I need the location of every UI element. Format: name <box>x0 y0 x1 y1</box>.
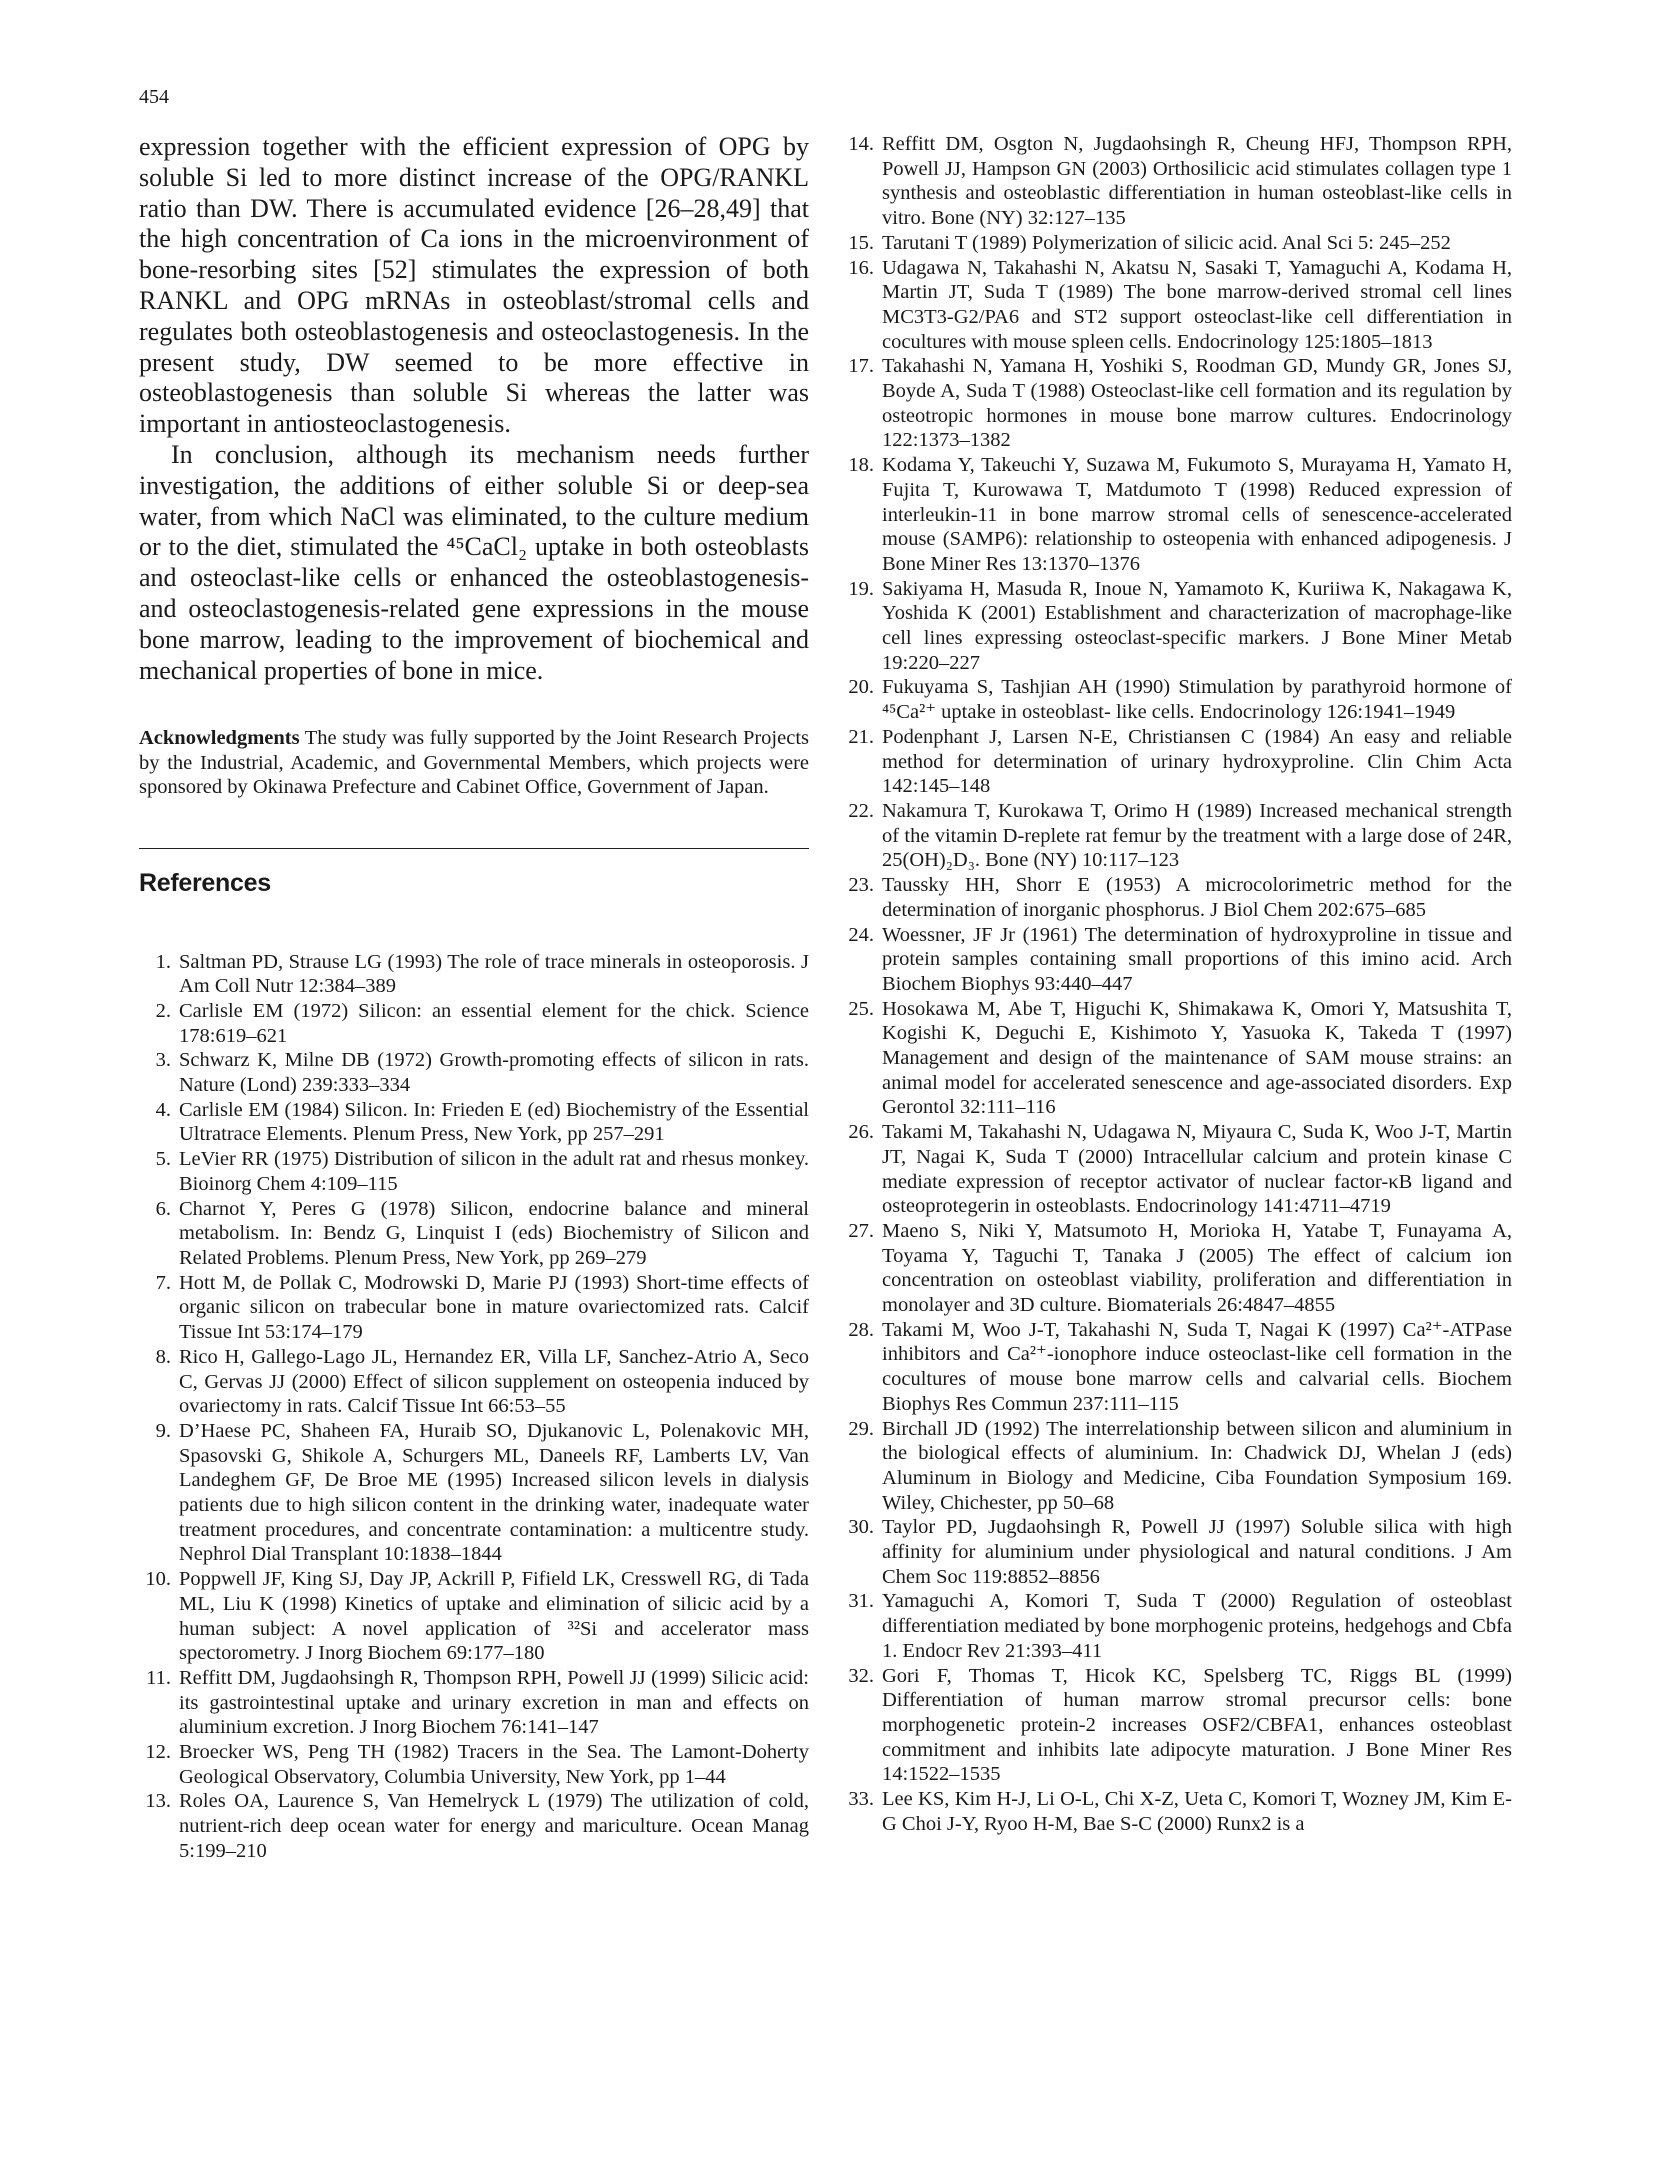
reference-number: 5. <box>155 1148 171 1171</box>
reference-text: Tarutani T (1989) Polymerization of silicic acid. Anal Sci 5: 245–252 <box>882 231 1451 254</box>
reference-item <box>139 1197 809 1271</box>
reference-text: Hott M, de Pollak C, Modrowski D, Marie PJ (1993) Short-time effects of organic silicon on trabecular bone in mature ovariectomized rats. Calcif Tissue Int 53:174–179 <box>179 1271 809 1344</box>
reference-text: Charnot Y, Peres G (1978) Silicon, endocrine balance and mineral metabolism. In: Bendz G, Linquist I (eds) Biochemistry of Silicon and Related Problems. Plenum Press, New York, pp 269–279 <box>179 1197 809 1269</box>
reference-number: 9. <box>155 1419 171 1442</box>
reference-number: 13. <box>145 1790 171 1813</box>
reference-number: 18. <box>848 454 874 477</box>
acknowledgments-heading: Acknowledgments <box>139 727 300 750</box>
reference-number: 11. <box>146 1666 171 1689</box>
reference-number: 20. <box>848 676 874 699</box>
reference-number: 10. <box>145 1568 171 1591</box>
reference-text: Taylor PD, Jugdaohsingh R, Powell JJ (1997) Soluble silica with high affinity for aluminium under physiological and natural conditions. J Am Chem Soc 119:8852–8856 <box>882 1516 1512 1588</box>
reference-number: 6. <box>155 1197 171 1220</box>
reference-text: Kodama Y, Takeuchi Y, Suzawa M, Fukumoto S, Murayama H, Yamato H, Fujita T, Kurowawa T, Matdumoto T (1998) Reduced expression of interleukin-11 in bone marrow stromal cells of senescence-accelerated mouse (SAMP6): relationship to osteopenia with enhanced adipogenesis. J Bone Miner Res 13:1370–1376 <box>882 454 1512 575</box>
reference-number: 3. <box>155 1049 171 1072</box>
reference-number: 30. <box>848 1516 874 1539</box>
reference-number: 19. <box>848 577 874 600</box>
reference-text: Rico H, Gallego-Lago JL, Hernandez ER, Villa LF, Sanchez-Atrio A, Seco C, Gervas JJ (2000) Effect of silicon supplement on osteopenia induced by ovariectomy in rats. Calcif Tissue Int 66:53–55 <box>179 1345 809 1418</box>
reference-text: Takami M, Woo J-T, Takahashi N, Suda T, Nagai K (1997) Ca²⁺-ATPase inhibitors and Ca²⁺-ionophore induce osteoclast-like cell formation in the cocultures of mouse bone marrow cells and calvarial cells. Biochem Biophys Res Commun 237:111–115 <box>882 1318 1512 1415</box>
reference-item <box>842 923 1512 997</box>
reference-item <box>842 231 1512 256</box>
reference-item <box>842 725 1512 799</box>
reference-item <box>842 1664 1512 1788</box>
reference-text: Maeno S, Niki Y, Matsumoto H, Morioka H, Yatabe T, Funayama A, Toyama Y, Taguchi T, Tanaka J (2005) The effect of calcium ion concentration on osteoblast viability, proliferation and differentiation in monolayer and 3D culture. Biomaterials 26:4847–4855 <box>882 1219 1512 1317</box>
body-text <box>139 132 809 686</box>
reference-item <box>842 1318 1512 1417</box>
reference-text: Podenphant J, Larsen N-E, Christiansen C (1984) An easy and reliable method for determination of urinary hydroxyproline. Clin Chim Acta 142:145–148 <box>882 725 1512 798</box>
reference-item <box>842 256 1512 355</box>
reference-text: Carlisle EM (1972) Silicon: an essential element for the chick. Science 178:619–621 <box>179 999 809 1047</box>
reference-number: 1. <box>155 950 171 973</box>
reference-number: 7. <box>155 1271 171 1294</box>
reference-text: LeVier RR (1975) Distribution of silicon in the adult rat and rhesus monkey. Bioinorg Chem 4:109–115 <box>179 1148 809 1195</box>
reference-text: Broecker WS, Peng TH (1982) Tracers in the Sea. The Lamont-Doherty Geological Observatory, Columbia University, New York, pp 1–44 <box>179 1741 809 1788</box>
left-column <box>139 132 809 1864</box>
reference-item <box>139 1666 809 1740</box>
reference-item <box>139 1419 809 1567</box>
acknowledgments <box>139 726 809 799</box>
reference-text: D’Haese PC, Shaheen FA, Huraib SO, Djukanovic L, Polenakovic MH, Spasovski G, Shikole A, Schurgers ML, Daneels RF, Lamberts LV, Van Landeghem GF, De Broe ME (1995) Increased silicon levels in dialysis patients due to high silicon content in the drinking water, inadequate water treatment procedures, and concentrate contamination: a multicentre study. Nephrol Dial Transplant 10:1838–1844 <box>179 1419 809 1566</box>
acknowledgments-text: The study was fully supported by the Joint Research Projects by the Industrial, Academic, and Governmental Members, which projects were sponsored by Okinawa Prefecture and Cabinet Office, Government of Japan. <box>139 727 809 799</box>
reference-text: Nakamura T, Kurokawa T, Orimo H (1989) Increased mechanical strength of the vitamin D-replete rat femur by the treatment with a large dose of 24R, 25(OH)₂D₃. Bone (NY) 10:117–123 <box>882 799 1512 872</box>
reference-text: Saltman PD, Strause LG (1993) The role of trace minerals in osteoporosis. J Am Coll Nutr 12:384–389 <box>179 950 809 998</box>
reference-number: 22. <box>848 799 874 822</box>
reference-number: 29. <box>848 1417 874 1440</box>
reference-text: Hosokawa M, Abe T, Higuchi K, Shimakawa K, Omori Y, Matsushita T, Kogishi K, Deguchi E, Kishimoto Y, Yasuoka K, Takeda T (1997) Management and design of the maintenance of SAM mouse strains: an animal model for accelerated senescence and age-associated disorders. Exp Gerontol 32:111–116 <box>882 997 1512 1119</box>
reference-item <box>842 675 1512 724</box>
reference-item <box>139 1740 809 1789</box>
reference-list-left <box>139 950 809 1864</box>
reference-item <box>842 1515 1512 1589</box>
reference-number: 23. <box>848 874 874 897</box>
reference-text: Takahashi N, Yamana H, Yoshiki S, Roodman GD, Mundy GR, Jones SJ, Boyde A, Suda T (1988) Osteoclast-like cell formation and its regulation by osteotropic hormones in mouse bone marrow cultures. Endocrinology 122:1373–1382 <box>882 355 1512 452</box>
reference-text: Taussky HH, Shorr E (1953) A microcolorimetric method for the determination of inorganic phosphorus. J Biol Chem 202:675–685 <box>882 874 1512 921</box>
reference-item <box>139 1048 809 1097</box>
reference-text: Yamaguchi A, Komori T, Suda T (2000) Regulation of osteoblast differentiation mediated by bone morphogenic proteins, hedgehogs and Cbfa 1. Endocr Rev 21:393–411 <box>882 1590 1512 1662</box>
reference-item <box>842 1219 1512 1318</box>
reference-item <box>842 132 1512 231</box>
reference-item <box>139 1789 809 1863</box>
reference-item <box>139 1345 809 1419</box>
reference-number: 32. <box>848 1664 874 1687</box>
reference-item <box>139 1567 809 1666</box>
reference-text: Roles OA, Laurence S, Van Hemelryck L (1979) The utilization of cold, nutrient-rich deep ocean water for energy and mariculture. Ocean Manag 5:199–210 <box>179 1790 809 1862</box>
reference-number: 15. <box>848 231 874 254</box>
reference-number: 27. <box>848 1219 874 1242</box>
reference-item <box>842 453 1512 577</box>
reference-number: 17. <box>848 355 874 378</box>
reference-item <box>842 1417 1512 1516</box>
reference-item <box>842 1589 1512 1663</box>
reference-text: Reffitt DM, Osgton N, Jugdaohsingh R, Cheung HFJ, Thompson RPH, Powell JJ, Hampson GN (2003) Orthosilicic acid stimulates collagen type 1 synthesis and osteoblastic differentiation in human osteoblast-like cells in vitro. Bone (NY) 32:127–135 <box>882 133 1512 230</box>
reference-number: 12. <box>145 1741 171 1764</box>
reference-number: 2. <box>155 999 171 1022</box>
reference-number: 14. <box>848 133 874 155</box>
reference-item <box>842 997 1512 1121</box>
reference-number: 16. <box>848 256 874 279</box>
reference-item <box>139 950 809 999</box>
reference-number: 33. <box>848 1788 874 1811</box>
reference-text: Carlisle EM (1984) Silicon. In: Frieden E (ed) Biochemistry of the Essential Ultratrace Elements. Plenum Press, New York, pp 257–291 <box>179 1098 809 1146</box>
reference-item <box>842 1120 1512 1219</box>
references-heading: References <box>139 868 271 897</box>
reference-text: Sakiyama H, Masuda R, Inoue N, Yamamoto K, Kuriiwa K, Nakagawa K, Yoshida K (2001) Establishment and characterization of macrophage-like cell lines expressing osteoclast-specific markers. J Bone Miner Metab 19:220–227 <box>882 577 1512 674</box>
reference-item <box>842 577 1512 676</box>
reference-item <box>139 1271 809 1345</box>
reference-text: Fukuyama S, Tashjian AH (1990) Stimulation by parathyroid hormone of ⁴⁵Ca²⁺ uptake in osteoblast- like cells. Endocrinology 126:1941–1949 <box>882 676 1512 724</box>
reference-number: 8. <box>155 1345 171 1368</box>
reference-number: 4. <box>155 1098 171 1121</box>
reference-item <box>842 799 1512 873</box>
right-column <box>842 132 1512 1837</box>
reference-number: 26. <box>848 1121 874 1144</box>
body-paragraph-1: expression together with the efficient expression of OPG by soluble Si led to more distinct increase of the OPG/RANKL ratio than DW. There is accumulated evidence [26–28,49] that the high concentration of Ca ions in the microenvironment of bone-resorbing sites [52] stimulates the expression of both RANKL and OPG mRNAs in osteoblast/stromal cells and regulates both osteoblastogenesis and osteoclastogenesis. In the present study, DW seemed to be more effective in osteoblastogenesis than soluble Si whereas the latter was important in antiosteoclastogenesis. <box>139 132 809 439</box>
reference-text: Takami M, Takahashi N, Udagawa N, Miyaura C, Suda K, Woo J-T, Martin JT, Nagai K, Suda T (2000) Intracellular calcium and protein kinase C mediate expression of receptor activator of nuclear factor-κB ligand and osteoprotegerin in osteoblasts. Endocrinology 141:4711–4719 <box>882 1121 1512 1218</box>
reference-number: 28. <box>848 1318 874 1341</box>
reference-text: Gori F, Thomas T, Hicok KC, Spelsberg TC, Riggs BL (1999) Differentiation of human marrow stromal precursor cells: bone morphogenetic protein-2 increases OSF2/CBFA1, enhances osteoblast commitment and inhibits late adipocyte maturation. J Bone Miner Res 14:1522–1535 <box>882 1664 1512 1786</box>
reference-number: 25. <box>848 997 874 1020</box>
reference-item <box>842 1787 1512 1836</box>
reference-text: Birchall JD (1992) The interrelationship between silicon and aluminium in the biological effects of aluminium. In: Chadwick DJ, Whelan J (eds) Aluminum in Biology and Medicine, Ciba Foundation Symposium 169. Wiley, Chichester, pp 50–68 <box>882 1417 1512 1514</box>
reference-list-right <box>842 132 1512 1837</box>
body-paragraph-2: In conclusion, although its mechanism needs further investigation, the additions of either soluble Si or deep-sea water, from which NaCl was eliminated, to the culture medium or to the diet, stimulated the ⁴⁵CaCl₂ uptake in both osteoblasts and osteoclast-like cells or enhanced the osteoblastogenesis- and osteoclastogenesis-related gene expressions in the mouse bone marrow, leading to the improvement of biochemical and mechanical properties of bone in mice. <box>139 439 809 685</box>
reference-text: Poppwell JF, King SJ, Day JP, Ackrill P, Fifield LK, Cresswell RG, di Tada ML, Liu K (1998) Kinetics of uptake and elimination of silicic acid by a human subject: A novel application of ³²Si and accelerator mass spectorometry. J Inorg Biochem 69:177–180 <box>179 1568 809 1665</box>
reference-text: Udagawa N, Takahashi N, Akatsu N, Sasaki T, Yamaguchi A, Kodama H, Martin JT, Suda T (1989) The bone marrow-derived stromal cell lines MC3T3-G2/PA6 and ST2 support osteoclast-like cell differentiation in cocultures with mouse spleen cells. Endocrinology 125:1805–1813 <box>882 256 1512 353</box>
reference-item <box>139 1147 809 1196</box>
reference-text: Reffitt DM, Jugdaohsingh R, Thompson RPH, Powell JJ (1999) Silicic acid: its gastrointestinal uptake and urinary excretion in man and effects on aluminium excretion. J Inorg Biochem 76:141–147 <box>179 1666 809 1739</box>
page-number: 454 <box>139 86 169 108</box>
reference-text: Lee KS, Kim H-J, Li O-L, Chi X-Z, Ueta C, Komori T, Wozney JM, Kim E-G Choi J-Y, Ryoo H-M, Bae S-C (2000) Runx2 is a <box>882 1788 1512 1835</box>
references-divider <box>139 848 809 849</box>
reference-text: Woessner, JF Jr (1961) The determination of hydroxyproline in tissue and protein samples containing small proportions of this imino acid. Arch Biochem Biophys 93:440–447 <box>882 923 1512 995</box>
reference-item <box>139 1098 809 1147</box>
reference-item <box>842 873 1512 922</box>
reference-item <box>842 354 1512 453</box>
reference-number: 21. <box>848 725 874 748</box>
reference-item <box>139 999 809 1048</box>
reference-number: 31. <box>848 1590 874 1613</box>
reference-number: 24. <box>848 923 874 946</box>
reference-text: Schwarz K, Milne DB (1972) Growth-promoting effects of silicon in rats. Nature (Lond) 239:333–334 <box>179 1049 809 1097</box>
